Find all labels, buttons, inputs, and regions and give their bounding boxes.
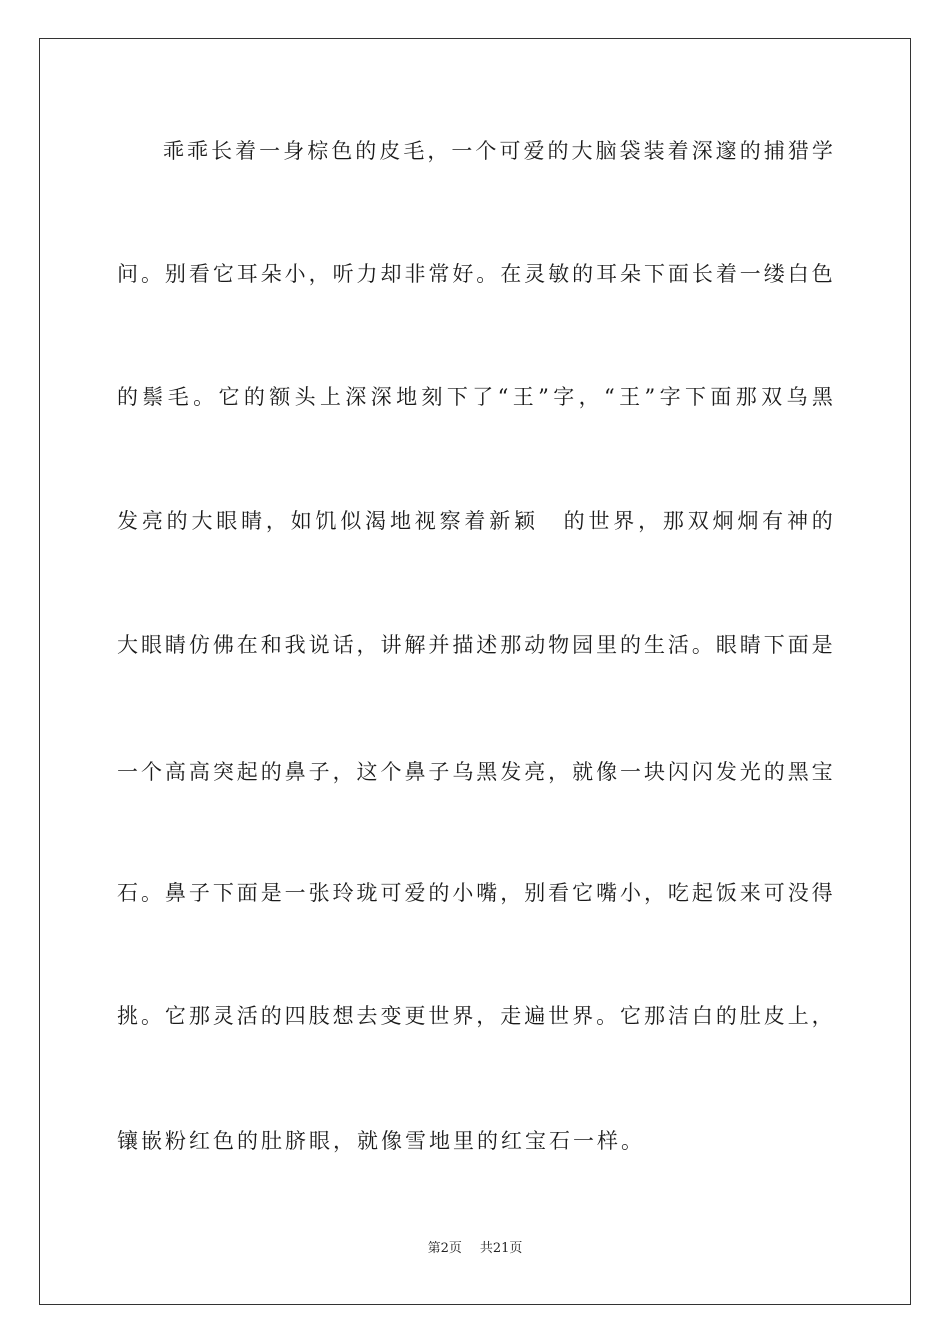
text-line-2: 问 。 别 看 它 耳 朵 小 ， 听 力 却 非 常 好 。 在 灵 敏 的 耳 朵 下 面 长 着 一 缕 白 色 <box>117 262 833 286</box>
text-line-7: 石 。 鼻 子 下 面 是 一 张 玲 珑 可 爱 的 小 嘴 ， 别 看 它 嘴 小 ， 吃 起 饭 来 可 没 得 <box>117 881 833 905</box>
text-line-5: 大 眼 睛 仿 佛 在 和 我 说 话 ， 讲 解 并 描 述 那 动 物 园 里 的 生 活 。 眼 睛 下 面 是 <box>117 633 833 657</box>
text-line-1: 乖 乖 长 着 一 身 棕 色 的 皮 毛 ， 一 个 可 爱 的 大 脑 袋 装 着 深 邃 的 捕 猎 学 <box>163 139 833 163</box>
text-line-4: 发 亮 的 大 眼 睛 ， 如 饥 似 渴 地 视 察 着 新 颖 的 世 界 ， 那 双 炯 炯 有 神 的 <box>117 509 833 533</box>
total-pages: 共21页 <box>479 1241 523 1256</box>
text-line-3: 的 鬃 毛 。 它 的 额 头 上 深 深 地 刻 下 了 “ 王 ” 字 ， “ 王 ” 字 下 面 那 双 乌 黑 <box>117 385 833 409</box>
text-line-9: 镶嵌粉红色的肚脐眼，就像雪地里的红宝石一样。 <box>117 1129 645 1153</box>
page-footer <box>0 1240 950 1258</box>
text-line-8: 挑 。 它 那 灵 活 的 四 肢 想 去 变 更 世 界 ， 走 遍 世 界 。 它 那 洁 白 的 肚 皮 上 ， <box>117 1004 833 1028</box>
text-line-6: 一 个 高 高 突 起 的 鼻 子 ， 这 个 鼻 子 乌 黑 发 亮 ， 就 像 一 块 闪 闪 发 光 的 黑 宝 <box>117 760 833 784</box>
page-border <box>39 38 911 1305</box>
page-number: 第2页 <box>427 1241 462 1256</box>
